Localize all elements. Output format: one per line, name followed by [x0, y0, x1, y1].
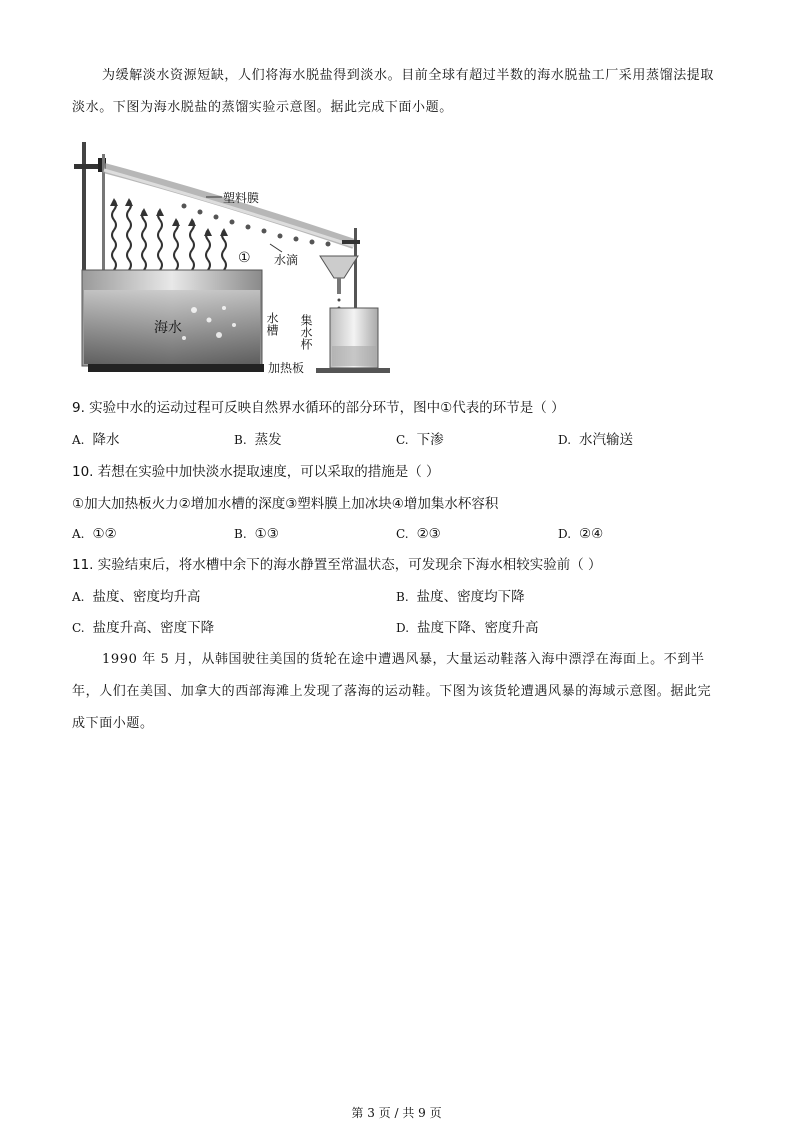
option-text: 降水	[92, 432, 120, 448]
question-9-stem: 9. 实验中水的运动过程可反映自然界水循环的部分环节，图中①代表的环节是（ ）	[72, 400, 565, 416]
label-cup: 集水杯	[299, 314, 313, 350]
q11-option-b[interactable]	[396, 587, 525, 607]
option-key: D.	[558, 527, 572, 541]
option-text: 下渗	[416, 432, 444, 448]
option-text: 水汽输送	[579, 432, 634, 448]
heating-plate	[88, 364, 264, 372]
option-key: B.	[234, 527, 247, 541]
option-text: ①③	[254, 526, 279, 542]
option-key: C.	[72, 621, 85, 635]
option-key: D.	[396, 621, 410, 635]
distillation-figure	[74, 140, 394, 380]
option-text: ①②	[92, 526, 117, 542]
label-circle-1: ①	[238, 250, 251, 266]
funnel	[320, 256, 358, 278]
q10-option-d[interactable]	[558, 524, 603, 544]
label-seawater: 海水	[154, 320, 182, 336]
q11-option-c[interactable]	[72, 618, 214, 638]
option-text: 盐度、密度均升高	[92, 589, 201, 605]
q11-option-a[interactable]	[72, 587, 200, 607]
option-key: A.	[72, 590, 85, 604]
question-11-stem: 11. 实验结束后，将水槽中余下的海水静置至常温状态，可发现余下海水相较实验前（ ）	[72, 557, 602, 573]
option-text: 盐度下降、密度升高	[417, 620, 539, 636]
option-key: C.	[396, 527, 409, 541]
label-plastic-film: 塑料膜	[223, 191, 260, 205]
question-10-measures: ①加大加热板火力②增加水槽的深度③塑料膜上加冰块④增加集水杯容积	[72, 496, 499, 512]
option-text: 盐度升高、密度下降	[92, 620, 215, 636]
label-heater: 加热板	[268, 361, 305, 375]
q9-option-a[interactable]	[72, 430, 119, 450]
question-10-stem: 10. 若想在实验中加快淡水提取速度，可以采取的措施是（ ）	[72, 464, 440, 480]
q10-option-a[interactable]	[72, 524, 117, 544]
option-text: 蒸发	[254, 432, 282, 448]
q9-option-c[interactable]	[396, 430, 444, 450]
q9-option-b[interactable]	[234, 430, 282, 450]
label-water-drop: 水滴	[274, 253, 299, 267]
option-key: B.	[396, 590, 409, 604]
q10-option-c[interactable]	[396, 524, 441, 544]
intro-paragraph-1: 为缓解淡水资源短缺，人们将海水脱盐得到淡水。目前全球有超过半数的海水脱盐工厂采用蒸馏法提取淡水。下图为海水脱盐的蒸馏实验示意图。据此完成下面小题。	[72, 68, 715, 115]
option-text: ②③	[416, 526, 441, 542]
option-key: C.	[396, 433, 409, 447]
q11-option-d[interactable]	[396, 618, 539, 638]
distillation-diagram	[74, 140, 394, 380]
intro-paragraph-2: 1990 年 5 月，从韩国驶往美国的货轮在途中遭遇风暴，大量运动鞋落入海中漂浮在海面上。不到半年，人们在美国、加拿大的西部海滩上发现了落海的运动鞋。下图为该货轮遭遇风暴的海域示意图。据此完成下面小题。	[72, 652, 712, 731]
option-text: ②④	[579, 526, 604, 542]
option-key: B.	[234, 433, 247, 447]
option-key: A.	[72, 433, 85, 447]
page-footer: 第 3 页 / 共 9 页	[351, 1106, 442, 1120]
option-key: A.	[72, 527, 85, 541]
option-text: 盐度、密度均下降	[416, 589, 525, 605]
q10-option-b[interactable]	[234, 524, 279, 544]
option-key: D.	[558, 433, 572, 447]
label-tank: 水槽	[265, 312, 279, 336]
q9-option-d[interactable]	[558, 430, 633, 450]
